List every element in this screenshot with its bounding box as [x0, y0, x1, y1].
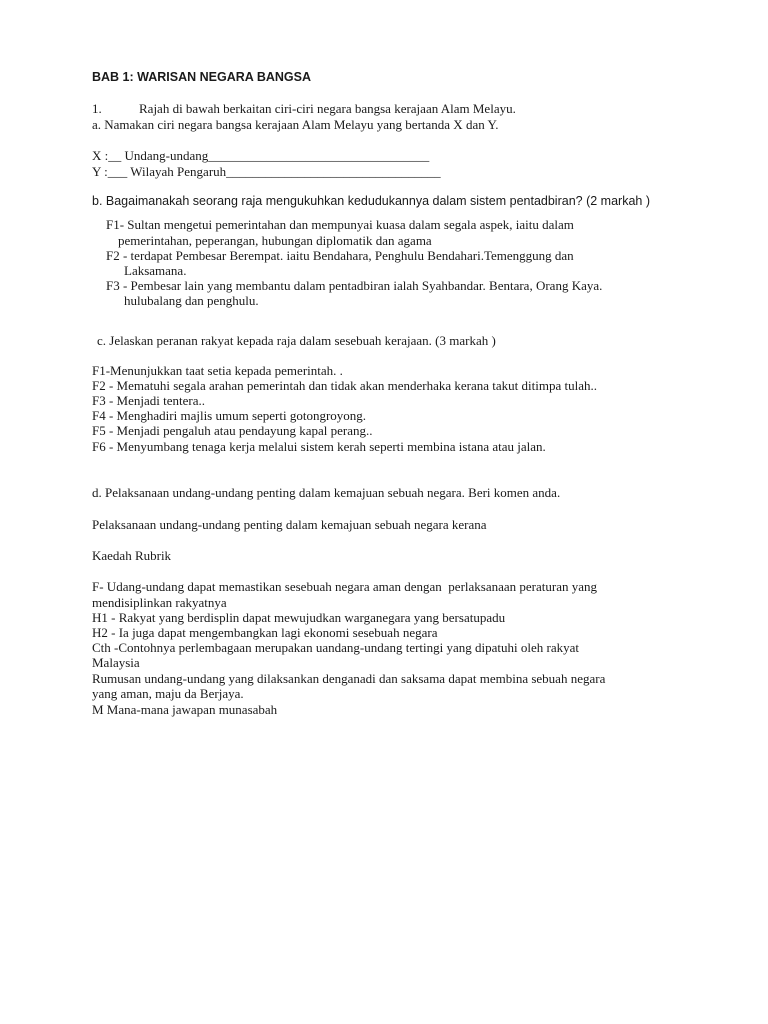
c-point-f3: F3 - Menjadi tentera.. [92, 393, 205, 408]
b-point-f1-line2: pemerintahan, peperangan, hubungan diplomatik dan agama [118, 233, 432, 248]
rubric-f-line1: F- Udang-undang dapat memastikan sesebuah negara aman dengan perlaksanaan peraturan yang [92, 579, 597, 594]
c-point-f1: F1-Menunjukkan taat setia kepada pemerintah. . [92, 363, 343, 378]
question-b: b. Bagaimanakah seorang raja mengukuhkan kedudukannya dalam sistem pentadbiran? (2 markah ) [92, 194, 650, 208]
rubric-f-line2: mendisiplinkan rakyatnya [92, 595, 227, 610]
c-point-f6: F6 - Menyumbang tenaga kerja melalui sistem kerah seperti membina istana atau jalan. [92, 439, 546, 454]
d-answer-stem: Pelaksanaan undang-undang penting dalam kemajuan sebuah negara kerana [92, 517, 487, 532]
b-point-f3-line2: hulubalang dan penghulu. [124, 293, 259, 308]
answer-y: Y :___ Wilayah Pengaruh_________________________________ [92, 164, 441, 179]
b-point-f1-line1: F1- Sultan mengetui pemerintahan dan mempunyai kuasa dalam segala aspek, iaitu dalam [106, 217, 574, 232]
question-number: 1. [92, 101, 102, 116]
question-c: c. Jelaskan peranan rakyat kepada raja dalam sesebuah kerajaan. (3 markah ) [97, 333, 496, 348]
c-point-f4: F4 - Menghadiri majlis umum seperti gotongroyong. [92, 408, 367, 423]
rubric-h1: H1 - Rakyat yang berdisplin dapat mewujudkan warganegara yang bersatupadu [92, 610, 506, 625]
b-point-f2-line1: F2 - terdapat Pembesar Berempat. iaitu Bendahara, Penghulu Bendahari.Temenggung dan [106, 248, 574, 263]
rubric-h2: H2 - Ia juga dapat mengembangkan lagi ekonomi sesebuah negara [92, 625, 438, 640]
rubric-m: M Mana-mana jawapan munasabah [92, 702, 278, 717]
c-point-f5: F5 - Menjadi pengaluh atau pendayung kapal perang.. [92, 423, 373, 438]
chapter-heading: BAB 1: WARISAN NEGARA BANGSA [92, 70, 311, 84]
answer-x: X :__ Undang-undang__________________________________ [92, 148, 430, 163]
rubric-summary-line1: Rumusan undang-undang yang dilaksankan denganadi dan saksama dapat membina sebuah negara [92, 671, 606, 686]
question-intro: Rajah di bawah berkaitan ciri-ciri negara bangsa kerajaan Alam Melayu. [139, 101, 516, 116]
question-a: a. Namakan ciri negara bangsa kerajaan Alam Melayu yang bertanda X dan Y. [92, 117, 499, 132]
rubric-cth-line2: Malaysia [92, 655, 140, 670]
rubric-summary-line2: yang aman, maju da Berjaya. [92, 686, 244, 701]
rubric-cth-line1: Cth -Contohnya perlembagaan merupakan uandang-undang tertingi yang dipatuhi oleh rakyat [92, 640, 579, 655]
b-point-f2-line2: Laksamana. [124, 263, 187, 278]
question-d: d. Pelaksanaan undang-undang penting dalam kemajuan sebuah negara. Beri komen anda. [92, 485, 561, 500]
b-point-f3-line1: F3 - Pembesar lain yang membantu dalam pentadbiran ialah Syahbandar. Bentara, Orang Kaya. [106, 278, 603, 293]
c-point-f2: F2 - Mematuhi segala arahan pemerintah dan tidak akan menderhaka kerana takut ditimpa tulah.. [92, 378, 598, 393]
rubric-title: Kaedah Rubrik [92, 548, 172, 563]
